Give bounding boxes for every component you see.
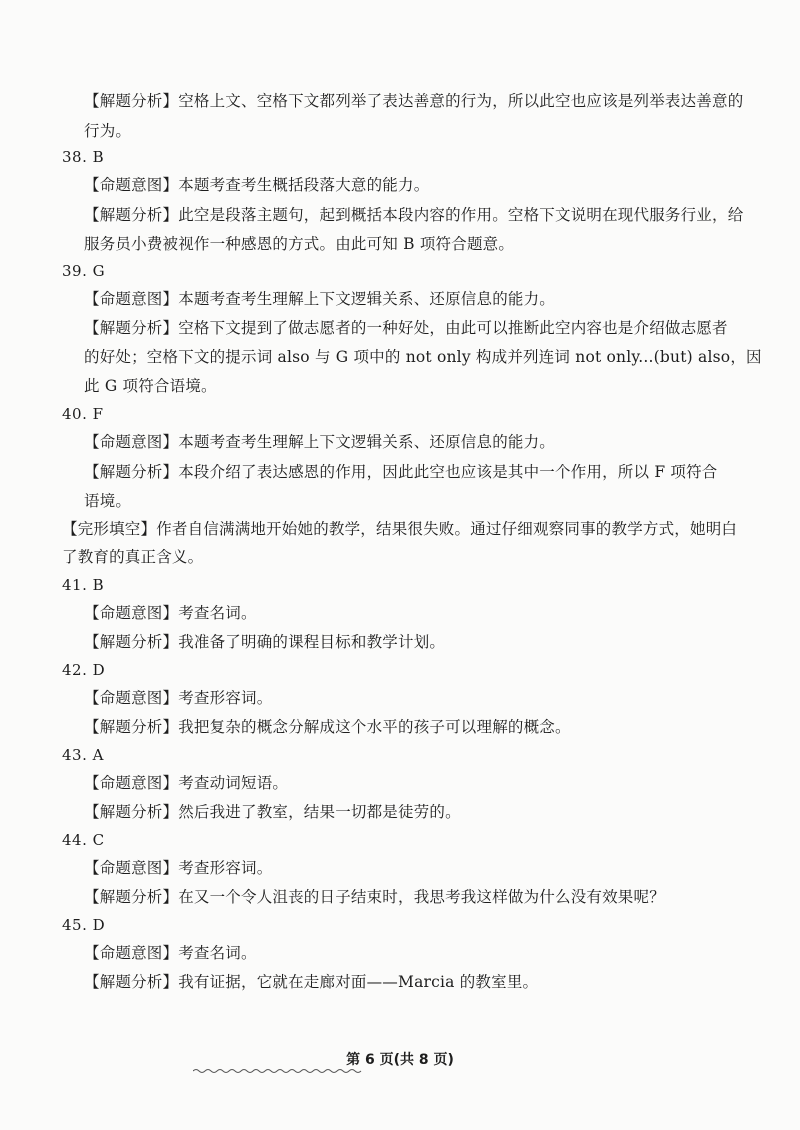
text-line: 【解题分析】我把复杂的概念分解成这个水平的孩子可以理解的概念。 xyxy=(84,718,571,736)
text-line: 【命题意图】本题考查考生理解上下文逻辑关系、还原信息的能力。 xyxy=(84,433,556,451)
text-line: 【解题分析】然后我进了教室，结果一切都是徒劳的。 xyxy=(84,803,461,821)
text-line: 此 G 项符合语境。 xyxy=(84,377,217,395)
question-number: 44. C xyxy=(62,831,105,849)
text-line: 【解题分析】此空是段落主题句，起到概括本段内容的作用。空格下文说明在现代服务行业，给 xyxy=(84,206,744,224)
wavy-underline xyxy=(193,1068,363,1074)
question-number: 45. D xyxy=(62,916,106,934)
text-line: 【解题分析】本段介绍了表达感恩的作用，因此此空也应该是其中一个作用，所以 F 项符合 xyxy=(84,463,718,481)
text-line: 【命题意图】本题考查考生理解上下文逻辑关系、还原信息的能力。 xyxy=(84,290,556,308)
text-line: 了教育的真正含义。 xyxy=(62,548,204,566)
page-number: 第 6 页(共 8 页) xyxy=(346,1052,454,1068)
question-number: 43. A xyxy=(62,746,104,764)
text-line: 语境。 xyxy=(84,492,132,510)
text-line: 【解题分析】我有证据，它就在走廊对面——Marcia 的教室里。 xyxy=(84,973,539,991)
text-line: 【命题意图】考查名词。 xyxy=(84,604,257,622)
question-number: 39. G xyxy=(62,262,106,280)
text-line: 行为。 xyxy=(84,122,132,140)
text-line: 【解题分析】空格下文提到了做志愿者的一种好处，由此可以推断此空内容也是介绍做志愿者 xyxy=(84,319,728,337)
text-line: 【命题意图】考查形容词。 xyxy=(84,689,273,707)
text-line: 的好处；空格下文的提示词 also 与 G 项中的 not only 构成并列连词 not only...(but) also，因 xyxy=(84,348,762,366)
question-number: 41. B xyxy=(62,576,105,594)
text-line: 【解题分析】在又一个令人沮丧的日子结束时，我思考我这样做为什么没有效果呢？ xyxy=(84,888,665,906)
text-line: 【命题意图】本题考查考生概括段落大意的能力。 xyxy=(84,176,430,194)
section-header: 【完形填空】作者自信满满地开始她的教学，结果很失败。通过仔细观察同事的教学方式，她明白 xyxy=(62,520,738,538)
text-line: 服务员小费被视作一种感恩的方式。由此可知 B 项符合题意。 xyxy=(84,235,515,253)
text-line: 【解题分析】我准备了明确的课程目标和教学计划。 xyxy=(84,633,446,651)
text-line: 【解题分析】空格上文、空格下文都列举了表达善意的行为，所以此空也应该是列举表达善意的 xyxy=(84,92,744,110)
question-number: 40. F xyxy=(62,405,104,423)
text-line: 【命题意图】考查动词短语。 xyxy=(84,774,289,792)
text-line: 【命题意图】考查形容词。 xyxy=(84,859,273,877)
text-line: 【命题意图】考查名词。 xyxy=(84,944,257,962)
question-number: 38. B xyxy=(62,148,105,166)
question-number: 42. D xyxy=(62,661,106,679)
